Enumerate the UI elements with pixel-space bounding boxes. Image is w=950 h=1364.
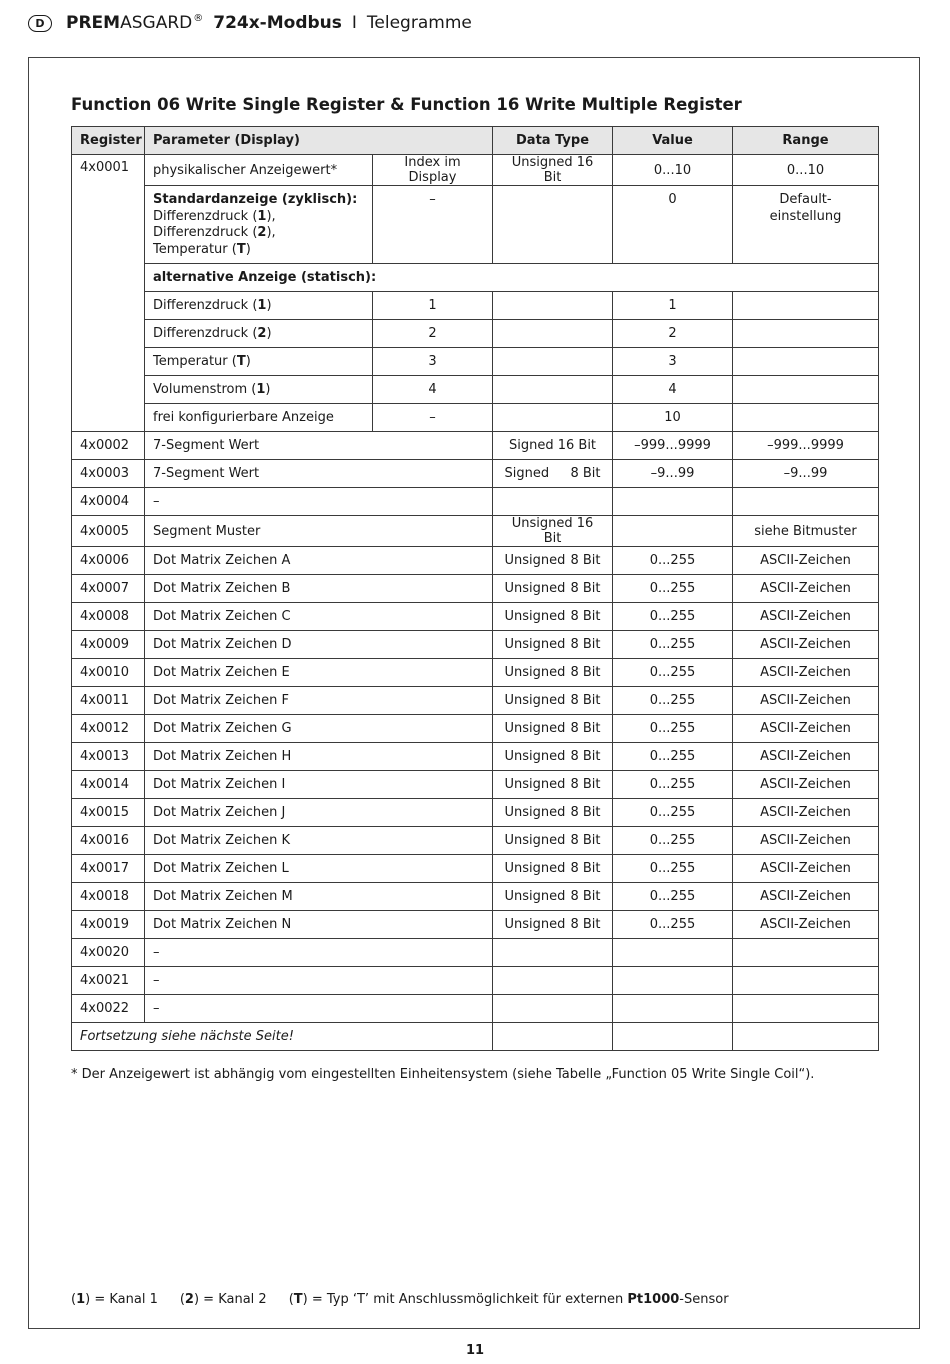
data-type-bits: 8 Bit [570,917,601,932]
data-type-cell [493,911,613,939]
data-type-cell [493,883,613,911]
text-part: ) = Kanal 2 [193,1292,267,1307]
range-cell [733,967,879,995]
data-type-cell [493,404,613,432]
text-part: Differenzdruck ( [153,225,258,240]
data-type-bits: 8 Bit [570,693,601,708]
standard-display-line [153,225,364,242]
range-cell: ASCII-Zeichen [733,575,879,603]
data-type-cell [493,603,613,631]
header-separator: I [351,13,357,33]
text-part: ) = Kanal 1 [85,1292,158,1307]
parameter-cell: physikalischer Anzeigewert* [145,155,373,186]
table-row [72,320,879,348]
index-cell: Index im Display [373,155,493,186]
text-bold: 1 [257,208,267,224]
text-part: ) [266,298,272,313]
value-cell: 0...255 [613,911,733,939]
header-parameter: Parameter (Display) [145,127,493,155]
header-data-type: Data Type [493,127,613,155]
data-type-cell [493,799,613,827]
data-type-bits: 8 Bit [570,609,601,624]
text-part: ) [245,241,251,257]
legend-item [180,1292,267,1307]
alternative-display-heading: alternative Anzeige (statisch): [145,264,879,292]
table-row [72,687,879,715]
data-type-sign: Unsigned [504,889,566,904]
parameter-cell: Dot Matrix Zeichen L [145,855,493,883]
register-cell: 4x0015 [72,799,145,827]
parameter-cell [145,376,373,404]
value-cell [613,1023,733,1051]
parameter-cell: – [145,967,493,995]
register-cell: 4x0005 [72,516,145,547]
text-bold: 1 [76,1292,86,1307]
data-type-bits: 8 Bit [570,637,601,652]
parameter-cell: Dot Matrix Zeichen M [145,883,493,911]
data-type-cell [493,659,613,687]
data-type-sign: Unsigned [504,805,566,820]
product-name: 724x-Modbus [213,13,342,33]
data-type-sign: Unsigned [504,917,566,932]
parameter-cell [145,186,373,264]
value-cell: 0...255 [613,799,733,827]
parameter-cell [145,320,373,348]
value-cell: 0...255 [613,771,733,799]
data-type-sign: Unsigned [504,861,566,876]
table-row [72,292,879,320]
data-type-text [505,721,601,736]
parameter-cell: Dot Matrix Zeichen F [145,687,493,715]
register-cell: 4x0021 [72,967,145,995]
range-cell [733,1023,879,1051]
data-type-sign: Unsigned [504,553,566,568]
data-type-cell [493,348,613,376]
table-row [72,967,879,995]
text-bold: 2 [257,326,267,341]
table-row [72,488,879,516]
data-type-sign: Unsigned [504,637,566,652]
table-row [72,264,879,292]
register-cell: 4x0014 [72,771,145,799]
data-type-cell [493,575,613,603]
parameter-cell: – [145,995,493,1023]
value-cell [613,939,733,967]
register-cell: 4x0003 [72,460,145,488]
register-cell: 4x0012 [72,715,145,743]
index-cell: 4 [373,376,493,404]
data-type-cell [493,995,613,1023]
table-row [72,743,879,771]
value-cell: 2 [613,320,733,348]
table-row [72,715,879,743]
register-cell: 4x0008 [72,603,145,631]
register-cell: 4x0019 [72,911,145,939]
data-type-bits: 8 Bit [570,553,601,568]
parameter-cell: frei konfigurierbare Anzeige [145,404,373,432]
text-part: ( [288,1292,294,1307]
value-cell: 0...255 [613,575,733,603]
parameter-cell: 7-Segment Wert [145,432,493,460]
value-cell: 0 [613,186,733,264]
data-type-sign: Unsigned [504,721,566,736]
range-cell: ASCII-Zeichen [733,603,879,631]
data-type-bits: 8 Bit [570,749,601,764]
data-type-text [505,805,601,820]
section-title: Function 06 Write Single Register & Function 16 Write Multiple Register [71,95,742,114]
table-header-row [72,127,879,155]
index-cell: – [373,404,493,432]
value-cell: 0...255 [613,855,733,883]
text-bold: 2 [184,1292,194,1307]
data-type-cell [493,488,613,516]
range-cell: ASCII-Zeichen [733,547,879,575]
data-type-bits: 8 Bit [570,777,601,792]
footnote: * Der Anzeigewert ist abhängig vom eingestellten Einheitensystem (siehe Tabelle „Function 05 Write Single Coil“). [71,1067,815,1082]
parameter-cell: Dot Matrix Zeichen H [145,743,493,771]
value-cell: 3 [613,348,733,376]
index-cell: 2 [373,320,493,348]
value-cell: 0...255 [613,883,733,911]
range-cell: siehe Bitmuster [733,516,879,547]
data-type-cell: Unsigned 16 Bit [493,155,613,186]
continuation-note: Fortsetzung siehe nächste Seite! [72,1023,493,1051]
register-cell: 4x0010 [72,659,145,687]
data-type-text [505,466,601,481]
range-cell: –999...9999 [733,432,879,460]
data-type-bits: 8 Bit [570,889,601,904]
data-type-text [505,889,601,904]
parameter-cell: Dot Matrix Zeichen G [145,715,493,743]
range-cell: ASCII-Zeichen [733,771,879,799]
register-cell: 4x0001 [72,155,145,432]
text-part: ( [179,1292,185,1307]
range-cell [733,376,879,404]
range-cell: ASCII-Zeichen [733,659,879,687]
range-cell [733,186,879,264]
table-row [72,348,879,376]
text-part: Temperatur ( [153,354,237,369]
text-part: Volumenstrom ( [153,382,257,397]
parameter-cell: Dot Matrix Zeichen E [145,659,493,687]
text-part: ) [266,326,272,341]
table-row [72,939,879,967]
header-register: Register [72,127,145,155]
parameter-cell: 7-Segment Wert [145,460,493,488]
parameter-cell: Dot Matrix Zeichen J [145,799,493,827]
text-part: Differenzdruck ( [153,298,258,313]
data-type-bits: 8 Bit [570,466,601,481]
data-type-cell [493,292,613,320]
data-type-bits: 8 Bit [570,833,601,848]
data-type-sign: Unsigned [504,665,566,680]
table-row [72,186,879,264]
register-cell: 4x0007 [72,575,145,603]
data-type-sign: Unsigned [504,609,566,624]
data-type-text [505,861,601,876]
table-row [72,516,879,547]
parameter-cell: Dot Matrix Zeichen K [145,827,493,855]
text-bold: 1 [256,382,266,397]
data-type-cell [493,376,613,404]
register-cell: 4x0018 [72,883,145,911]
range-cell [733,404,879,432]
range-cell [733,939,879,967]
table-row [72,155,879,186]
data-type-cell [493,460,613,488]
range-line: Default- [779,192,832,207]
brand-regular: ASGARD [120,13,193,33]
value-cell: 10 [613,404,733,432]
text-part: Differenzdruck ( [153,208,258,224]
data-type-text [505,833,601,848]
value-cell: –999...9999 [613,432,733,460]
data-type-bits: 8 Bit [570,805,601,820]
range-cell: ASCII-Zeichen [733,827,879,855]
register-rows [72,432,879,1023]
data-type-text [505,917,601,932]
parameter-cell [145,348,373,376]
data-type-cell [493,855,613,883]
data-type-cell [493,1023,613,1051]
text-part: -Sensor [679,1292,729,1307]
range-cell: ASCII-Zeichen [733,911,879,939]
value-cell: 4 [613,376,733,404]
register-cell: 4x0013 [72,743,145,771]
data-type-cell [493,547,613,575]
data-type-cell [493,320,613,348]
range-cell: ASCII-Zeichen [733,687,879,715]
value-cell: –9...99 [613,460,733,488]
range-cell [733,292,879,320]
value-cell: 0...255 [613,827,733,855]
data-type-sign: Unsigned [504,693,566,708]
value-cell [613,516,733,547]
range-line: einstellung [769,208,842,224]
parameter-cell: Dot Matrix Zeichen C [145,603,493,631]
text-bold: T [236,354,246,369]
register-cell: 4x0004 [72,488,145,516]
data-type-text [505,637,601,652]
text-part: ) [265,382,271,397]
value-cell: 0...255 [613,547,733,575]
value-cell: 1 [613,292,733,320]
data-type-bits: 8 Bit [570,721,601,736]
data-type-bits: 8 Bit [570,581,601,596]
range-cell: ASCII-Zeichen [733,715,879,743]
text-part: ) = Typ ‘T’ mit Anschlussmöglichkeit für externen [302,1292,628,1307]
page-number: 11 [465,1343,485,1358]
value-cell: 0...255 [613,659,733,687]
legend-item [71,1292,158,1307]
text-bold: 2 [257,225,267,240]
parameter-cell: – [145,939,493,967]
brand-bold: PREM [66,13,121,33]
data-type-sign: Unsigned [504,777,566,792]
table-row [72,995,879,1023]
language-badge: D [28,15,52,32]
register-cell: 4x0002 [72,432,145,460]
index-cell: – [373,186,493,264]
parameter-cell: Dot Matrix Zeichen D [145,631,493,659]
data-type-cell [493,631,613,659]
text-part: ), [266,225,276,240]
range-cell: ASCII-Zeichen [733,631,879,659]
data-type-text [505,665,601,680]
value-cell: 0...255 [613,687,733,715]
register-cell: 4x0016 [72,827,145,855]
data-type-cell [493,687,613,715]
data-type-text [505,553,601,568]
value-cell: 0...255 [613,743,733,771]
value-cell: 0...10 [613,155,733,186]
header-range: Range [733,127,879,155]
parameter-cell: Dot Matrix Zeichen A [145,547,493,575]
table-row [72,855,879,883]
brand-name [66,13,203,33]
value-cell: 0...255 [613,631,733,659]
text-bold: T [293,1292,303,1307]
register-cell: 4x0009 [72,631,145,659]
section-name: Telegramme [366,13,472,33]
standard-display-line [153,209,364,226]
range-cell [733,488,879,516]
data-type-text [505,609,601,624]
standard-display-heading: Standardanzeige (zyklisch): [153,192,358,207]
data-type-text: Signed 16 Bit [508,438,597,453]
data-type-text: Unsigned 16 Bit [511,516,594,546]
registered-mark: ® [193,13,204,25]
parameter-cell: Dot Matrix Zeichen I [145,771,493,799]
value-cell: 0...255 [613,603,733,631]
legend [71,1292,729,1307]
table-row [72,911,879,939]
text-part: Differenzdruck ( [153,326,258,341]
value-cell [613,995,733,1023]
range-cell: ASCII-Zeichen [733,799,879,827]
value-cell [613,488,733,516]
data-type-cell [493,186,613,264]
table-row [72,460,879,488]
data-type-sign: Unsigned [504,749,566,764]
text-bold: Pt1000 [627,1292,680,1307]
index-cell: 3 [373,348,493,376]
table-row [72,603,879,631]
parameter-cell: – [145,488,493,516]
range-cell: ASCII-Zeichen [733,743,879,771]
table-row [72,631,879,659]
data-type-cell [493,743,613,771]
text-part: ( [71,1292,77,1307]
data-type-text [505,581,601,596]
text-bold: T [236,241,246,257]
data-type-cell [493,432,613,460]
parameter-cell [145,292,373,320]
register-cell: 4x0022 [72,995,145,1023]
parameter-cell: Dot Matrix Zeichen N [145,911,493,939]
data-type-text [505,749,601,764]
continuation-row [72,1023,879,1051]
range-cell: 0...10 [733,155,879,186]
data-type-cell [493,771,613,799]
header-value: Value [613,127,733,155]
data-type-sign: Signed [504,466,550,481]
table-row [72,799,879,827]
range-cell [733,348,879,376]
page-header [28,10,472,36]
table-row [72,575,879,603]
data-type-sign: Unsigned [504,581,566,596]
register-cell: 4x0017 [72,855,145,883]
data-type-cell [493,967,613,995]
value-cell: 0...255 [613,715,733,743]
data-type-text [505,693,601,708]
register-cell: 4x0020 [72,939,145,967]
register-table [71,126,879,1051]
range-cell: ASCII-Zeichen [733,855,879,883]
table-row [72,771,879,799]
text-part: Temperatur ( [153,241,237,257]
register-cell: 4x0011 [72,687,145,715]
text-part: ) [245,354,251,369]
legend-item [289,1292,729,1307]
data-type-text [505,777,601,792]
text-part: ), [266,208,276,224]
text-bold: 1 [257,298,267,313]
range-cell [733,995,879,1023]
data-type-cell [493,715,613,743]
range-cell: ASCII-Zeichen [733,883,879,911]
data-type-sign: Unsigned [504,833,566,848]
data-type-cell [493,939,613,967]
value-cell [613,967,733,995]
index-cell: 1 [373,292,493,320]
data-type-bits: 8 Bit [570,861,601,876]
table-row [72,432,879,460]
range-cell [733,320,879,348]
register-cell: 4x0006 [72,547,145,575]
range-cell: –9...99 [733,460,879,488]
table-row [72,404,879,432]
data-type-cell [493,516,613,547]
data-type-cell [493,827,613,855]
parameter-cell: Segment Muster [145,516,493,547]
table-row [72,659,879,687]
table-row [72,547,879,575]
data-type-bits: 8 Bit [570,665,601,680]
table-row [72,827,879,855]
standard-display-line [153,242,364,259]
table-row [72,883,879,911]
parameter-cell: Dot Matrix Zeichen B [145,575,493,603]
table-row [72,376,879,404]
